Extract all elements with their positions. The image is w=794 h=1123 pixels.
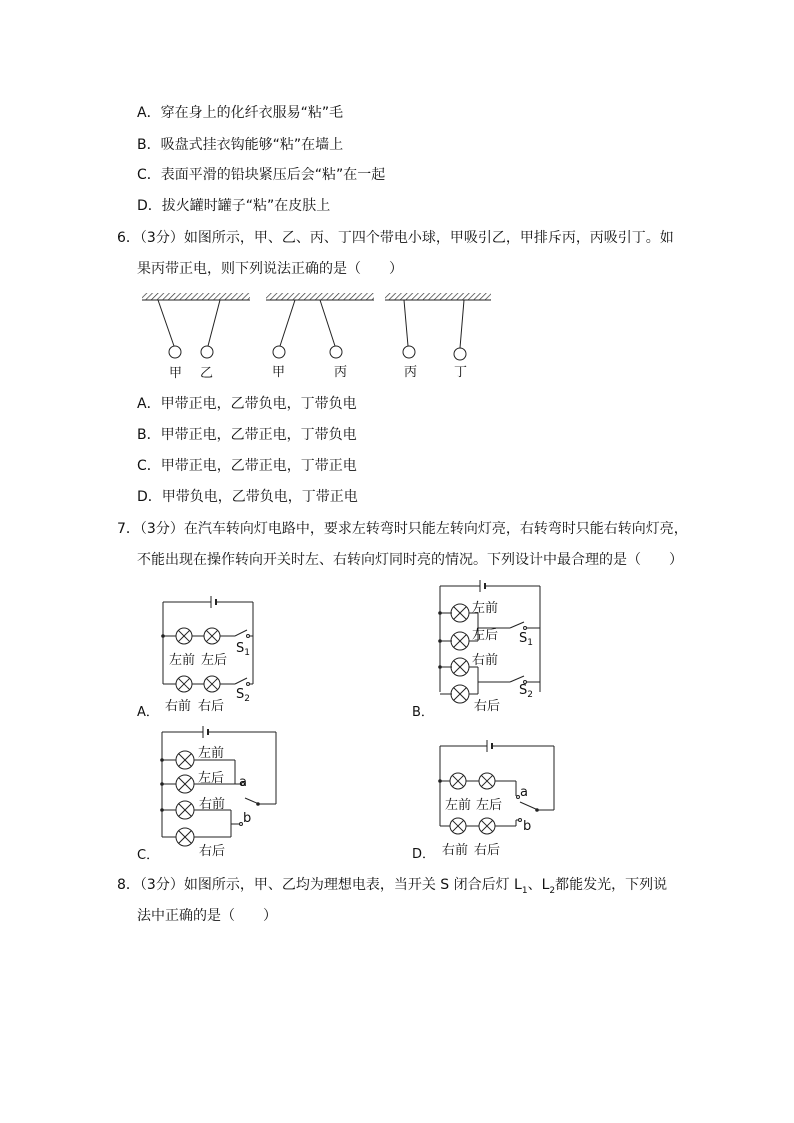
svg-text:左前: 左前 xyxy=(198,746,225,761)
svg-text:右前: 右前 xyxy=(472,653,499,668)
ball-yi xyxy=(201,346,213,358)
q7-circuit-d xyxy=(410,736,570,864)
svg-text:左前: 左前 xyxy=(445,798,472,813)
svg-text:右前: 右前 xyxy=(199,797,226,812)
q8-stem-line1: 8．（3分）如图所示，甲、乙均为理想电表，当开关 S 闭合后灯 $L_1$、$L_2$都能发光，下列说 xyxy=(117,877,668,896)
svg-text:左前: 左前 xyxy=(472,601,499,616)
q7-circuit-c xyxy=(135,724,285,864)
svg-text:右后: 右后 xyxy=(474,699,501,714)
q7-option-d-letter: D． xyxy=(412,847,436,862)
ball-bing-2 xyxy=(403,346,415,358)
label-bing-2: 丙 xyxy=(404,365,418,380)
svg-text:右后: 右后 xyxy=(199,844,226,859)
q5-option-d: D．拔火罐时罐子“粘”在皮肤上 xyxy=(137,198,331,214)
label-yi: 乙 xyxy=(200,366,214,381)
support-bar-2 xyxy=(266,293,374,300)
q7-circuit-b xyxy=(410,578,560,720)
q7-circuit-a xyxy=(135,594,265,718)
q6-option-d: D．甲带负电，乙带负电，丁带正电 xyxy=(137,489,358,505)
svg-text:左前: 左前 xyxy=(169,653,196,668)
svg-text:左后: 左后 xyxy=(472,628,499,643)
q6-stem-line2: 果丙带正电，则下列说法正确的是（ ） xyxy=(137,261,403,277)
svg-text:a: a xyxy=(520,785,528,800)
svg-text:S1: $S_1$ xyxy=(236,641,250,658)
svg-text:S2: $S_2$ xyxy=(236,687,250,704)
ball-bing-1 xyxy=(330,346,342,358)
ball-ding xyxy=(454,348,466,360)
q7-option-b-letter: B． xyxy=(412,705,434,720)
q6-option-a: A．甲带正电，乙带负电，丁带负电 xyxy=(137,396,357,412)
q7-stem-line1: 7．（3分）在汽车转向灯电路中，要求左转弯时只能左转向灯亮，右转弯时只能右转向灯亮， xyxy=(117,521,688,537)
svg-text:a: a xyxy=(239,775,247,790)
label-ding: 丁 xyxy=(454,365,468,380)
q8-stem-line2: 法中正确的是（ ） xyxy=(137,908,277,924)
support-bar-3 xyxy=(385,293,491,300)
svg-text:左后: 左后 xyxy=(198,771,225,786)
svg-text:S2: $S_2$ xyxy=(519,683,533,700)
q5-option-c: C．表面平滑的铅块紧压后会“粘”在一起 xyxy=(137,167,386,183)
label-bing-1: 丙 xyxy=(334,365,348,380)
svg-text:左后: 左后 xyxy=(476,798,503,813)
label-jia-2: 甲 xyxy=(272,365,286,380)
support-bar-1 xyxy=(142,293,250,300)
label-jia-1: 甲 xyxy=(169,366,183,381)
svg-text:右前: 右前 xyxy=(442,843,469,858)
q7-option-a-letter: A． xyxy=(137,705,159,718)
q6-figure-charged-balls xyxy=(138,290,498,382)
q5-option-a: A．穿在身上的化纤衣服易“粘”毛 xyxy=(137,105,344,121)
ball-jia-2 xyxy=(273,346,285,358)
svg-text:右后: 右后 xyxy=(474,843,501,858)
svg-text:b: b xyxy=(243,811,252,826)
q6-option-c: C．甲带正电，乙带正电，丁带正电 xyxy=(137,458,357,474)
svg-text:右后: 右后 xyxy=(198,699,225,714)
ball-jia-1 xyxy=(169,346,181,358)
q7-stem-line2: 不能出现在操作转向开关时左、右转向灯同时亮的情况。下列设计中最合理的是（ ） xyxy=(137,552,683,568)
q6-option-b: B．甲带正电，乙带正电，丁带负电 xyxy=(137,427,357,443)
svg-text:S1: $S_1$ xyxy=(519,631,533,648)
svg-text:右前: 右前 xyxy=(165,699,192,714)
q6-stem-line1: 6．（3分）如图所示，甲、乙、丙、丁四个带电小球，甲吸引乙，甲排斥丙，丙吸引丁。如 xyxy=(117,230,674,246)
svg-text:左后: 左后 xyxy=(201,653,228,668)
q5-option-b: B．吸盘式挂衣钩能够“粘”在墙上 xyxy=(137,137,344,153)
svg-text:b: b xyxy=(523,819,532,834)
q7-option-c-letter: C． xyxy=(137,848,160,863)
